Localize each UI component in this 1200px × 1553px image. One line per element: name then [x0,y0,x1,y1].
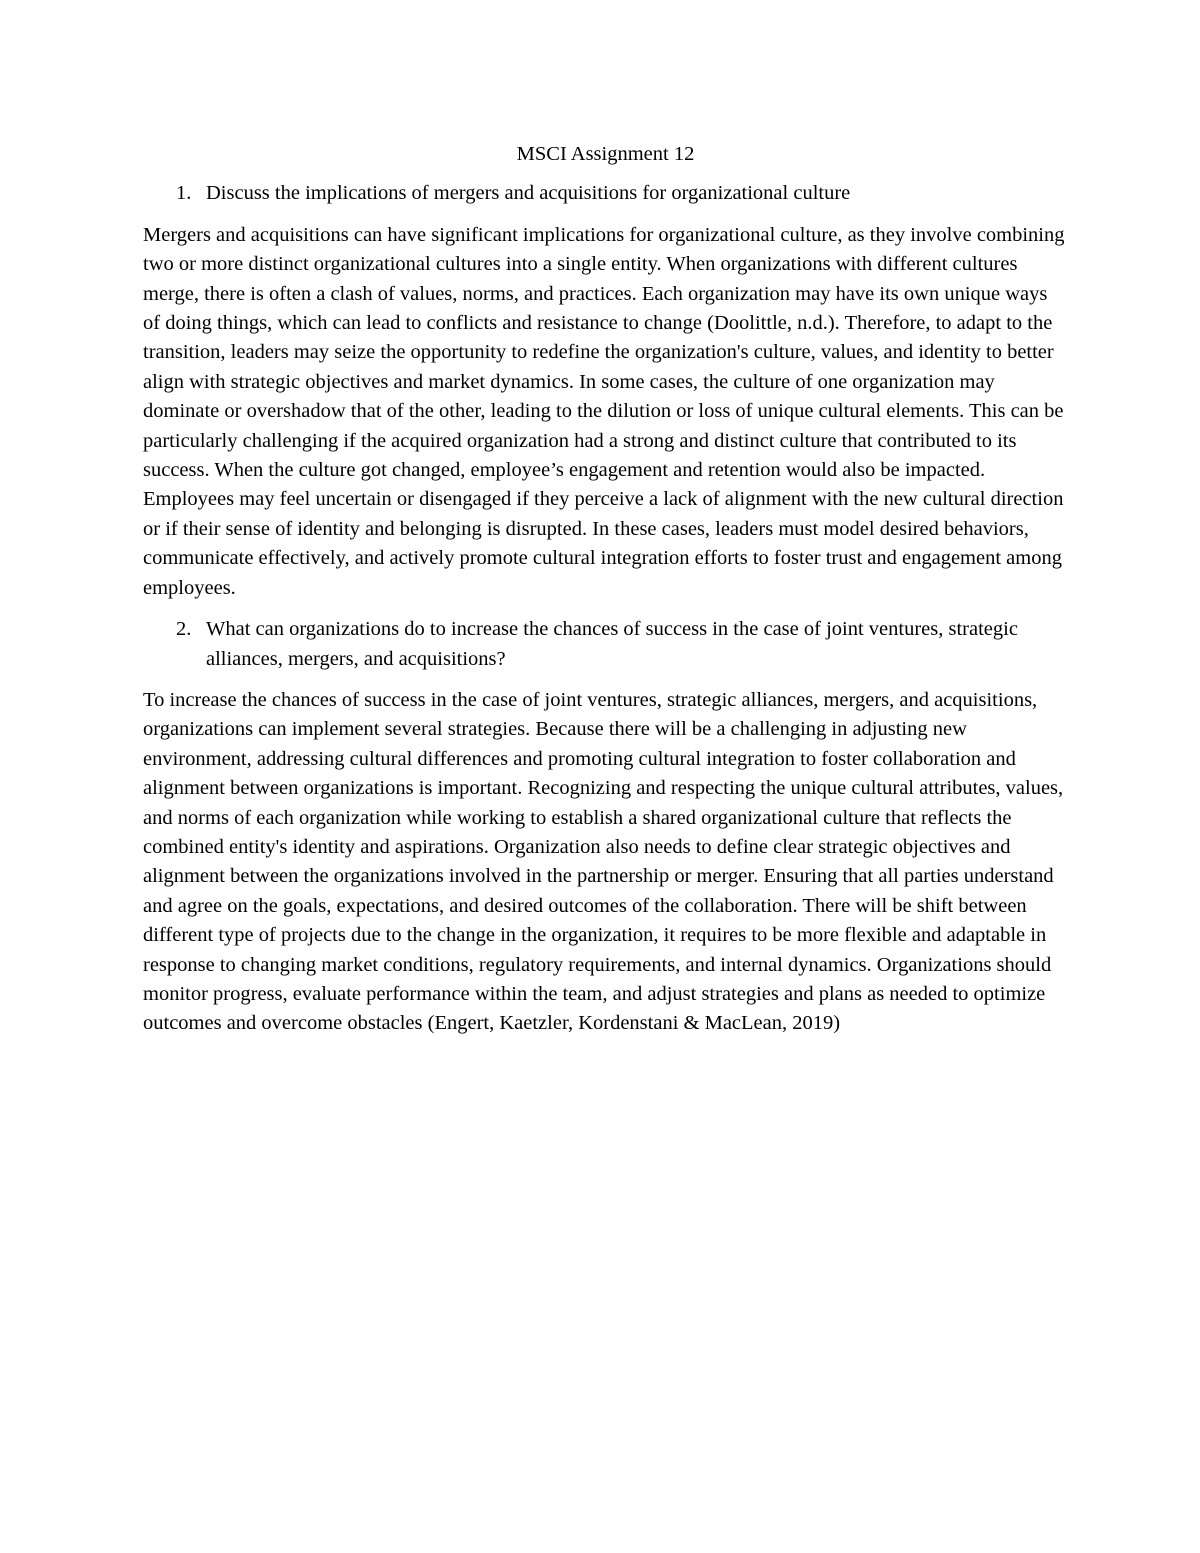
answer-paragraph-1: Mergers and acquisitions can have significant implications for organizational culture, as they involve combining two or more distinct organizational cultures into a single entity. When organizations with different cultures merge, there is often a clash of values, norms, and practices. Each organization may have its own unique ways of doing things, which can lead to conflicts and resistance to change (Doolittle, n.d.). Therefore, to adapt to the transition, leaders may seize the opportunity to redefine the organization's culture, values, and identity to better align with strategic objectives and market dynamics. In some cases, the culture of one organization may dominate or overshadow that of the other, leading to the dilution or loss of unique cultural elements. This can be particularly challenging if the acquired organization had a strong and distinct culture that contributed to its success. When the culture got changed, employee’s engagement and retention would also be impacted. Employees may feel uncertain or disengaged if they perceive a lack of alignment with the new cultural direction or if their sense of identity and belonging is disrupted. In these cases, leaders must model desired behaviors, communicate effectively, and actively promote cultural integration efforts to foster trust and engagement among employees. [143,223,1065,599]
question-number: 1. [176,182,192,205]
question-text: What can organizations do to increase the chances of success in the case of joint ventures, strategic alliances, mergers, and acquisitions? [206,618,1018,670]
answer-paragraph-2: To increase the chances of success in the case of joint ventures, strategic alliances, mergers, and acquisitions, organizations can implement several strategies. Because there will be a challenging in adjusting new environment, addressing cultural differences and promoting cultural integration to foster collaboration and alignment between organizations is important. Recognizing and respecting the unique cultural attributes, values, and norms of each organization while working to establish a shared organizational culture that reflects the combined entity's identity and aspirations. Organization also needs to define clear strategic objectives and alignment between the organizations involved in the partnership or merger. Ensuring that all parties understand and agree on the goals, expectations, and desired outcomes of the collaboration. There will be shift between different type of projects due to the change in the organization, it requires to be more flexible and adaptable in response to changing market conditions, regulatory requirements, and internal dynamics. Organizations should monitor progress, evaluate performance within the team, and adjust strategies and plans as needed to optimize outcomes and overcome obstacles (Engert, Kaetzler, Kordenstani & MacLean, 2019) [143,688,1064,1035]
document-title: MSCI Assignment 12 [516,143,695,165]
question-1 [143,179,1068,208]
document-body [143,140,1068,1051]
question-2 [143,615,1068,674]
question-text: Discuss the implications of mergers and acquisitions for organizational culture [206,182,851,205]
question-number: 2. [176,618,192,641]
